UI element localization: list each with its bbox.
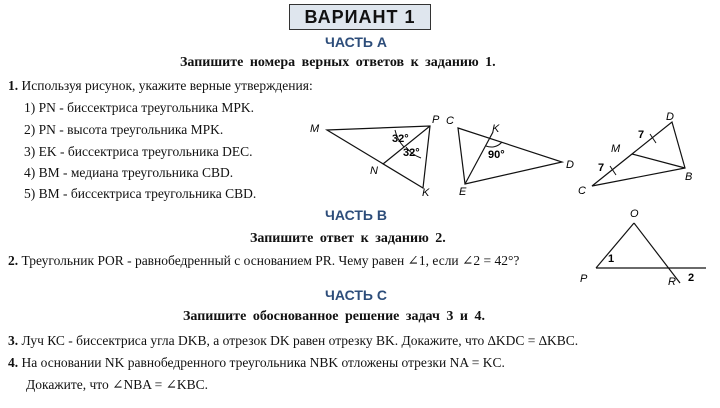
- option-4: 4) BM - медиана треугольника CBD.: [24, 165, 234, 180]
- figure-triangle-dbc: [572, 108, 712, 200]
- figure-triangle-ckde: [440, 108, 574, 200]
- option-5: 5) BM - биссектриса треугольника CBD.: [24, 186, 257, 201]
- question-4: [8, 355, 505, 371]
- length-label-top: 7: [638, 129, 645, 141]
- label-p: P: [432, 114, 440, 126]
- label-p: P: [580, 273, 588, 285]
- question-2-text: Треугольник POR - равнобедренный с основанием PR. Чему равен ∠1, если ∠2 = 42°?: [21, 253, 520, 268]
- angle-label-top: 32°: [392, 133, 409, 145]
- label-d: D: [566, 159, 574, 171]
- label-o: O: [630, 208, 639, 220]
- question-3-text: Луч КС - биссектриса угла DKB, а отрезок DK равен отрезку BK. Докажите, что ∆KDC = ∆KBC.: [21, 333, 579, 348]
- part-a-instruction: Запишите номера верных ответов к заданию 1.: [180, 55, 496, 70]
- question-2: [8, 253, 519, 269]
- question-4-number: 4.: [8, 355, 19, 370]
- part-a-title: ЧАСТЬ А: [325, 34, 387, 50]
- option-1: 1) PN - биссектриса треугольника MPK.: [24, 100, 254, 115]
- option-3: 3) EK - биссектриса треугольника DEC.: [24, 144, 253, 159]
- question-3-number: 3.: [8, 333, 19, 348]
- label-n: N: [370, 165, 378, 177]
- part-b-instruction: Запишите ответ к заданию 2.: [250, 231, 446, 246]
- figure-triangle-mpk: [305, 108, 445, 200]
- question-3: [8, 333, 578, 349]
- part-c-instruction: Запишите обоснованное решение задач 3 и 4.: [183, 309, 485, 324]
- label-c: C: [446, 115, 454, 127]
- question-1: [8, 78, 313, 94]
- question-1-text: Используя рисунок, укажите верные утверждения:: [21, 78, 313, 93]
- label-e: E: [459, 186, 467, 198]
- label-m: M: [611, 143, 621, 155]
- label-k: K: [492, 123, 500, 135]
- angle-label: 90°: [488, 149, 505, 161]
- label-d: D: [666, 111, 674, 123]
- label-b: B: [685, 171, 693, 183]
- figure-triangle-por: [578, 205, 716, 291]
- part-c-title: ЧАСТЬ С: [325, 287, 387, 303]
- angle-1-label: 1: [608, 253, 615, 265]
- label-c: C: [578, 185, 586, 197]
- angle-2-label: 2: [688, 272, 695, 284]
- label-m: M: [310, 123, 320, 135]
- question-1-number: 1.: [8, 78, 19, 93]
- label-r: R: [668, 276, 676, 288]
- part-b-title: ЧАСТЬ В: [325, 207, 387, 223]
- question-2-number: 2.: [8, 253, 19, 268]
- variant-title: ВАРИАНТ 1: [289, 4, 431, 30]
- question-4-text: На основании NK равнобедренного треугольника NBK отложены отрезки NA = KC.: [21, 355, 505, 370]
- label-k: K: [422, 187, 430, 199]
- length-label-bottom: 7: [598, 162, 605, 174]
- angle-label-bottom: 32°: [403, 147, 420, 159]
- question-4-continuation: Докажите, что ∠NBA = ∠KBC.: [26, 377, 209, 392]
- option-2: 2) PN - высота треугольника MPK.: [24, 122, 224, 137]
